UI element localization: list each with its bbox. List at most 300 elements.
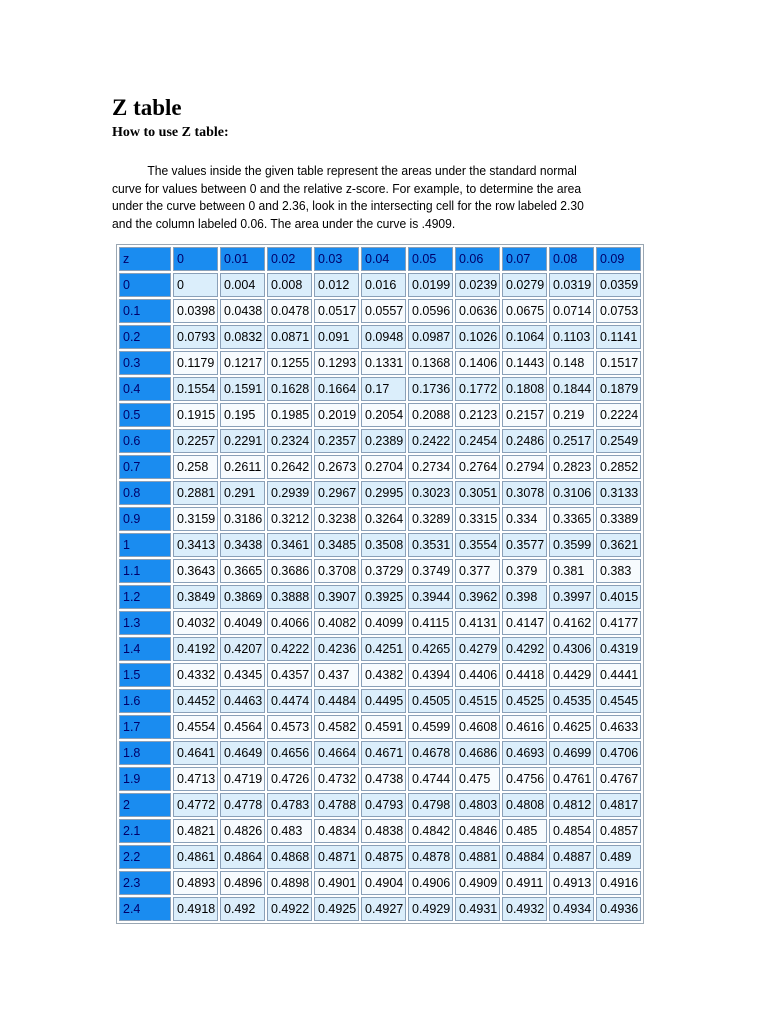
column-header: 0.08 xyxy=(549,247,594,271)
table-cell: 0.4641 xyxy=(173,741,218,765)
table-cell: 0.1217 xyxy=(220,351,265,375)
table-cell: 0.0557 xyxy=(361,299,406,323)
table-cell: 0.4032 xyxy=(173,611,218,635)
table-cell: 0.1985 xyxy=(267,403,312,427)
table-body xyxy=(119,273,641,921)
table-cell: 0.4719 xyxy=(220,767,265,791)
table-cell: 0.4686 xyxy=(455,741,500,765)
table-cell: 0.4803 xyxy=(455,793,500,817)
row-z-label: 0.1 xyxy=(119,299,171,323)
row-z-label: 1.3 xyxy=(119,611,171,635)
table-cell: 0.0793 xyxy=(173,325,218,349)
table-cell: 0.489 xyxy=(596,845,641,869)
table-row xyxy=(119,663,641,687)
table-cell: 0.4738 xyxy=(361,767,406,791)
table-row xyxy=(119,481,641,505)
document-page xyxy=(112,94,657,232)
table-row xyxy=(119,715,641,739)
table-cell: 0.2324 xyxy=(267,429,312,453)
table-header-row xyxy=(119,247,641,271)
table-cell: 0.4162 xyxy=(549,611,594,635)
table-cell: 0.2019 xyxy=(314,403,359,427)
table-cell: 0.3238 xyxy=(314,507,359,531)
table-cell: 0.4875 xyxy=(361,845,406,869)
table-row xyxy=(119,377,641,401)
table-cell: 0.1664 xyxy=(314,377,359,401)
table-row xyxy=(119,845,641,869)
table-cell: 0.2939 xyxy=(267,481,312,505)
row-z-label: 0.4 xyxy=(119,377,171,401)
table-cell: 0.4625 xyxy=(549,715,594,739)
table-cell: 0.0438 xyxy=(220,299,265,323)
row-z-label: 0.5 xyxy=(119,403,171,427)
column-header: 0.02 xyxy=(267,247,312,271)
table-cell: 0.4279 xyxy=(455,637,500,661)
column-header: 0.07 xyxy=(502,247,547,271)
table-cell: 0.2794 xyxy=(502,455,547,479)
table-cell: 0.4049 xyxy=(220,611,265,635)
table-cell: 0.3159 xyxy=(173,507,218,531)
table-cell: 0.4474 xyxy=(267,689,312,713)
intro-paragraph: The values inside the given table represent the areas under the standard normal curve for values between 0 and the relative z-score. For example, to determine the area under the curve between 0 and 2.36, look in the intersecting cell for the row labeled 2.30 and the column labeled 0.06. The area under the curve is .4909. xyxy=(112,163,584,231)
table-cell: 0.4345 xyxy=(220,663,265,687)
table-row xyxy=(119,507,641,531)
row-z-label: 2.4 xyxy=(119,897,171,921)
table-cell: 0.4909 xyxy=(455,871,500,895)
table-cell: 0.0714 xyxy=(549,299,594,323)
table-cell: 0.4441 xyxy=(596,663,641,687)
table-cell: 0.4495 xyxy=(361,689,406,713)
table-row xyxy=(119,871,641,895)
table-cell: 0.3508 xyxy=(361,533,406,557)
row-z-label: 1.1 xyxy=(119,559,171,583)
table-row xyxy=(119,897,641,921)
table-cell: 0.091 xyxy=(314,325,359,349)
table-cell: 0.4192 xyxy=(173,637,218,661)
table-cell: 0.4394 xyxy=(408,663,453,687)
table-cell: 0.4878 xyxy=(408,845,453,869)
table-cell: 0.4649 xyxy=(220,741,265,765)
table-cell: 0.2549 xyxy=(596,429,641,453)
table-cell: 0.258 xyxy=(173,455,218,479)
table-cell: 0.4452 xyxy=(173,689,218,713)
table-cell: 0.0478 xyxy=(267,299,312,323)
table-cell: 0.4664 xyxy=(314,741,359,765)
table-row xyxy=(119,429,641,453)
table-cell: 0.4913 xyxy=(549,871,594,895)
table-cell: 0.4793 xyxy=(361,793,406,817)
table-cell: 0.2291 xyxy=(220,429,265,453)
table-cell: 0.4699 xyxy=(549,741,594,765)
table-row xyxy=(119,299,641,323)
table-cell: 0.4864 xyxy=(220,845,265,869)
table-cell: 0.4357 xyxy=(267,663,312,687)
table-cell: 0.3051 xyxy=(455,481,500,505)
table-row xyxy=(119,611,641,635)
column-header: 0.09 xyxy=(596,247,641,271)
table-cell: 0.2517 xyxy=(549,429,594,453)
table-cell: 0.4929 xyxy=(408,897,453,921)
column-header: 0.06 xyxy=(455,247,500,271)
table-cell: 0.4767 xyxy=(596,767,641,791)
table-cell: 0.1517 xyxy=(596,351,641,375)
table-cell: 0.4082 xyxy=(314,611,359,635)
table-cell: 0.1915 xyxy=(173,403,218,427)
table-cell: 0.2642 xyxy=(267,455,312,479)
table-cell: 0.4916 xyxy=(596,871,641,895)
table-cell: 0.4599 xyxy=(408,715,453,739)
table-cell: 0.4319 xyxy=(596,637,641,661)
table-cell: 0.4147 xyxy=(502,611,547,635)
table-cell: 0.4868 xyxy=(267,845,312,869)
table-cell: 0.4834 xyxy=(314,819,359,843)
table-row xyxy=(119,689,641,713)
table-cell: 0.4656 xyxy=(267,741,312,765)
row-z-label: 0.7 xyxy=(119,455,171,479)
table-cell: 0.398 xyxy=(502,585,547,609)
table-cell: 0.4484 xyxy=(314,689,359,713)
table-cell: 0.17 xyxy=(361,377,406,401)
table-cell: 0.381 xyxy=(549,559,594,583)
table-cell: 0.3389 xyxy=(596,507,641,531)
table-cell: 0.492 xyxy=(220,897,265,921)
table-cell: 0.4918 xyxy=(173,897,218,921)
table-cell: 0.4099 xyxy=(361,611,406,635)
row-z-label: 0 xyxy=(119,273,171,297)
table-cell: 0.2673 xyxy=(314,455,359,479)
table-cell: 0.437 xyxy=(314,663,359,687)
table-cell: 0.4838 xyxy=(361,819,406,843)
table-cell: 0.377 xyxy=(455,559,500,583)
table-cell: 0.2422 xyxy=(408,429,453,453)
table-cell: 0.2454 xyxy=(455,429,500,453)
row-z-label: 2.1 xyxy=(119,819,171,843)
table-cell: 0.0359 xyxy=(596,273,641,297)
table-cell: 0.3686 xyxy=(267,559,312,583)
table-cell: 0.4783 xyxy=(267,793,312,817)
table-cell: 0.0199 xyxy=(408,273,453,297)
table-cell: 0.0871 xyxy=(267,325,312,349)
table-cell: 0.4857 xyxy=(596,819,641,843)
table-cell: 0.4706 xyxy=(596,741,641,765)
table-cell: 0.4292 xyxy=(502,637,547,661)
table-cell: 0.3315 xyxy=(455,507,500,531)
table-cell: 0.3212 xyxy=(267,507,312,531)
table-cell: 0.0675 xyxy=(502,299,547,323)
table-cell: 0.4911 xyxy=(502,871,547,895)
column-header: 0.04 xyxy=(361,247,406,271)
table-cell: 0.2157 xyxy=(502,403,547,427)
table-cell: 0.3461 xyxy=(267,533,312,557)
table-cell: 0.1406 xyxy=(455,351,500,375)
table-cell: 0.4332 xyxy=(173,663,218,687)
table-cell: 0.4922 xyxy=(267,897,312,921)
page-subtitle: How to use Z table: xyxy=(112,125,229,140)
table-cell: 0.3869 xyxy=(220,585,265,609)
table-cell: 0.4545 xyxy=(596,689,641,713)
table-cell: 0.3643 xyxy=(173,559,218,583)
table-cell: 0.1331 xyxy=(361,351,406,375)
table-row xyxy=(119,455,641,479)
table-row xyxy=(119,351,641,375)
table-cell: 0.4608 xyxy=(455,715,500,739)
table-row xyxy=(119,273,641,297)
table-cell: 0.383 xyxy=(596,559,641,583)
table-cell: 0 xyxy=(173,273,218,297)
table-cell: 0.4884 xyxy=(502,845,547,869)
table-cell: 0.2486 xyxy=(502,429,547,453)
table-cell: 0.3577 xyxy=(502,533,547,557)
row-z-label: 1.8 xyxy=(119,741,171,765)
table-row xyxy=(119,533,641,557)
table-cell: 0.1772 xyxy=(455,377,500,401)
table-cell: 0.4925 xyxy=(314,897,359,921)
table-cell: 0.3997 xyxy=(549,585,594,609)
table-cell: 0.4535 xyxy=(549,689,594,713)
table-cell: 0.4846 xyxy=(455,819,500,843)
table-cell: 0.3078 xyxy=(502,481,547,505)
table-cell: 0.0239 xyxy=(455,273,500,297)
table-cell: 0.3554 xyxy=(455,533,500,557)
table-cell: 0.3365 xyxy=(549,507,594,531)
table-cell: 0.1879 xyxy=(596,377,641,401)
table-row xyxy=(119,793,641,817)
table-cell: 0.2257 xyxy=(173,429,218,453)
table-cell: 0.4898 xyxy=(267,871,312,895)
table-cell: 0.4713 xyxy=(173,767,218,791)
table-cell: 0.4306 xyxy=(549,637,594,661)
table-cell: 0.379 xyxy=(502,559,547,583)
z-table-container xyxy=(116,244,644,924)
page-title: Z table xyxy=(112,95,182,120)
table-row xyxy=(119,637,641,661)
row-z-label: 0.3 xyxy=(119,351,171,375)
table-cell: 0.3888 xyxy=(267,585,312,609)
table-cell: 0.4015 xyxy=(596,585,641,609)
row-z-label: 1.2 xyxy=(119,585,171,609)
table-cell: 0.4842 xyxy=(408,819,453,843)
table-cell: 0.4406 xyxy=(455,663,500,687)
table-cell: 0.1141 xyxy=(596,325,641,349)
table-cell: 0.0319 xyxy=(549,273,594,297)
table-cell: 0.2088 xyxy=(408,403,453,427)
table-cell: 0.4582 xyxy=(314,715,359,739)
table-row xyxy=(119,559,641,583)
table-cell: 0.4678 xyxy=(408,741,453,765)
table-cell: 0.4382 xyxy=(361,663,406,687)
table-cell: 0.2389 xyxy=(361,429,406,453)
table-cell: 0.3599 xyxy=(549,533,594,557)
table-cell: 0.2054 xyxy=(361,403,406,427)
table-cell: 0.4881 xyxy=(455,845,500,869)
table-cell: 0.4821 xyxy=(173,819,218,843)
table-cell: 0.4525 xyxy=(502,689,547,713)
table-cell: 0.2852 xyxy=(596,455,641,479)
table-cell: 0.2995 xyxy=(361,481,406,505)
table-cell: 0.3907 xyxy=(314,585,359,609)
table-cell: 0.0753 xyxy=(596,299,641,323)
table-cell: 0.004 xyxy=(220,273,265,297)
table-cell: 0.3729 xyxy=(361,559,406,583)
table-cell: 0.3849 xyxy=(173,585,218,609)
table-cell: 0.3106 xyxy=(549,481,594,505)
table-cell: 0.4177 xyxy=(596,611,641,635)
table-cell: 0.0398 xyxy=(173,299,218,323)
table-cell: 0.4505 xyxy=(408,689,453,713)
table-cell: 0.4861 xyxy=(173,845,218,869)
table-cell: 0.0832 xyxy=(220,325,265,349)
table-cell: 0.4871 xyxy=(314,845,359,869)
table-cell: 0.3531 xyxy=(408,533,453,557)
table-cell: 0.4772 xyxy=(173,793,218,817)
table-cell: 0.0948 xyxy=(361,325,406,349)
table-cell: 0.485 xyxy=(502,819,547,843)
table-row xyxy=(119,767,641,791)
table-cell: 0.4236 xyxy=(314,637,359,661)
column-header: 0.05 xyxy=(408,247,453,271)
column-header: 0.01 xyxy=(220,247,265,271)
table-cell: 0.008 xyxy=(267,273,312,297)
table-row xyxy=(119,585,641,609)
table-cell: 0.3749 xyxy=(408,559,453,583)
table-cell: 0.1293 xyxy=(314,351,359,375)
table-cell: 0.4554 xyxy=(173,715,218,739)
table-cell: 0.1628 xyxy=(267,377,312,401)
table-cell: 0.2881 xyxy=(173,481,218,505)
table-cell: 0.4932 xyxy=(502,897,547,921)
table-cell: 0.3289 xyxy=(408,507,453,531)
table-cell: 0.0987 xyxy=(408,325,453,349)
table-cell: 0.334 xyxy=(502,507,547,531)
table-cell: 0.1103 xyxy=(549,325,594,349)
table-cell: 0.4826 xyxy=(220,819,265,843)
table-cell: 0.1064 xyxy=(502,325,547,349)
table-cell: 0.1443 xyxy=(502,351,547,375)
table-cell: 0.4265 xyxy=(408,637,453,661)
table-cell: 0.4633 xyxy=(596,715,641,739)
table-cell: 0.4904 xyxy=(361,871,406,895)
table-cell: 0.1591 xyxy=(220,377,265,401)
table-cell: 0.1179 xyxy=(173,351,218,375)
table-cell: 0.1368 xyxy=(408,351,453,375)
table-row xyxy=(119,403,641,427)
column-header: 0 xyxy=(173,247,218,271)
row-z-label: 0.9 xyxy=(119,507,171,531)
table-row xyxy=(119,741,641,765)
table-cell: 0.3023 xyxy=(408,481,453,505)
table-cell: 0.2823 xyxy=(549,455,594,479)
table-cell: 0.4429 xyxy=(549,663,594,687)
table-cell: 0.3944 xyxy=(408,585,453,609)
table-cell: 0.0596 xyxy=(408,299,453,323)
table-cell: 0.4756 xyxy=(502,767,547,791)
table-cell: 0.0517 xyxy=(314,299,359,323)
table-cell: 0.1808 xyxy=(502,377,547,401)
table-cell: 0.3925 xyxy=(361,585,406,609)
table-cell: 0.0636 xyxy=(455,299,500,323)
table-cell: 0.3264 xyxy=(361,507,406,531)
row-z-label: 2.3 xyxy=(119,871,171,895)
table-cell: 0.2967 xyxy=(314,481,359,505)
table-cell: 0.4222 xyxy=(267,637,312,661)
table-cell: 0.4808 xyxy=(502,793,547,817)
table-cell: 0.1844 xyxy=(549,377,594,401)
table-cell: 0.4893 xyxy=(173,871,218,895)
table-cell: 0.2123 xyxy=(455,403,500,427)
table-cell: 0.4934 xyxy=(549,897,594,921)
table-cell: 0.4744 xyxy=(408,767,453,791)
table-cell: 0.3962 xyxy=(455,585,500,609)
table-cell: 0.4887 xyxy=(549,845,594,869)
table-cell: 0.4927 xyxy=(361,897,406,921)
table-cell: 0.3621 xyxy=(596,533,641,557)
table-cell: 0.4798 xyxy=(408,793,453,817)
table-cell: 0.4251 xyxy=(361,637,406,661)
table-cell: 0.4901 xyxy=(314,871,359,895)
table-cell: 0.4936 xyxy=(596,897,641,921)
table-cell: 0.4896 xyxy=(220,871,265,895)
table-cell: 0.291 xyxy=(220,481,265,505)
table-cell: 0.2224 xyxy=(596,403,641,427)
table-cell: 0.012 xyxy=(314,273,359,297)
table-cell: 0.4693 xyxy=(502,741,547,765)
row-z-label: 0.2 xyxy=(119,325,171,349)
table-cell: 0.016 xyxy=(361,273,406,297)
row-z-label: 1.5 xyxy=(119,663,171,687)
table-cell: 0.4207 xyxy=(220,637,265,661)
row-z-label: 2.2 xyxy=(119,845,171,869)
table-cell: 0.3186 xyxy=(220,507,265,531)
table-cell: 0.2764 xyxy=(455,455,500,479)
table-cell: 0.475 xyxy=(455,767,500,791)
column-header: z xyxy=(119,247,171,271)
table-cell: 0.195 xyxy=(220,403,265,427)
table-cell: 0.2704 xyxy=(361,455,406,479)
table-cell: 0.4418 xyxy=(502,663,547,687)
table-cell: 0.1736 xyxy=(408,377,453,401)
table-cell: 0.483 xyxy=(267,819,312,843)
table-cell: 0.4115 xyxy=(408,611,453,635)
table-cell: 0.4854 xyxy=(549,819,594,843)
row-z-label: 1 xyxy=(119,533,171,557)
table-row xyxy=(119,819,641,843)
table-cell: 0.4761 xyxy=(549,767,594,791)
table-cell: 0.148 xyxy=(549,351,594,375)
table-cell: 0.3665 xyxy=(220,559,265,583)
table-cell: 0.4131 xyxy=(455,611,500,635)
column-header: 0.03 xyxy=(314,247,359,271)
table-cell: 0.3485 xyxy=(314,533,359,557)
table-cell: 0.4732 xyxy=(314,767,359,791)
z-table xyxy=(116,244,644,924)
table-cell: 0.4573 xyxy=(267,715,312,739)
table-cell: 0.4906 xyxy=(408,871,453,895)
table-cell: 0.4616 xyxy=(502,715,547,739)
table-cell: 0.219 xyxy=(549,403,594,427)
table-cell: 0.4515 xyxy=(455,689,500,713)
table-cell: 0.3708 xyxy=(314,559,359,583)
table-cell: 0.4812 xyxy=(549,793,594,817)
row-z-label: 1.9 xyxy=(119,767,171,791)
table-cell: 0.4066 xyxy=(267,611,312,635)
table-cell: 0.1026 xyxy=(455,325,500,349)
table-cell: 0.4778 xyxy=(220,793,265,817)
table-cell: 0.1554 xyxy=(173,377,218,401)
row-z-label: 1.4 xyxy=(119,637,171,661)
table-cell: 0.4788 xyxy=(314,793,359,817)
table-cell: 0.0279 xyxy=(502,273,547,297)
table-cell: 0.4564 xyxy=(220,715,265,739)
